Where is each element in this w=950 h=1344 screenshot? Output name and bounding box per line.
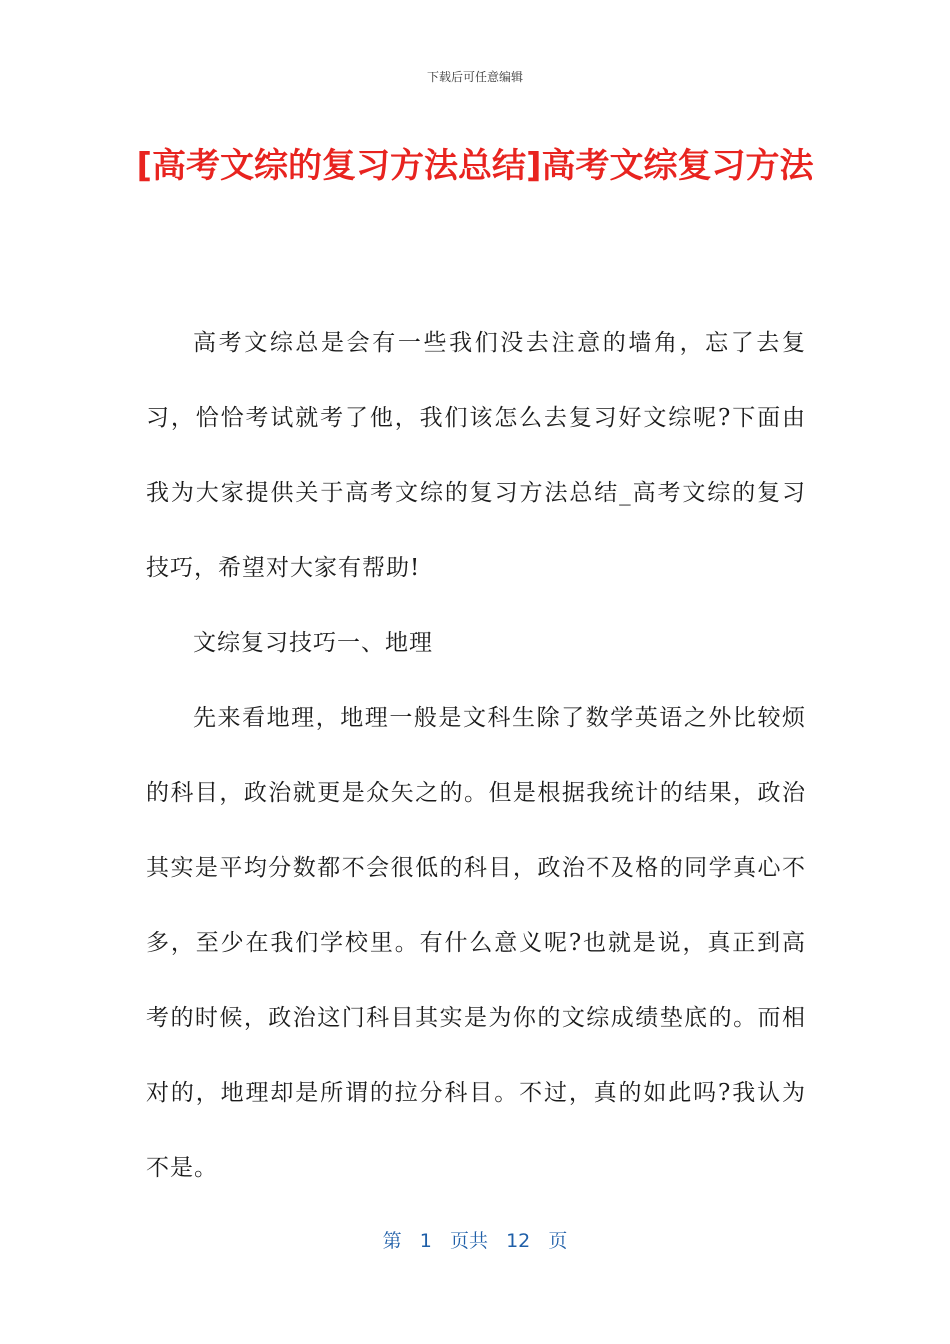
footer-prefix: 第: [382, 1230, 402, 1252]
section-heading-geography: 文综复习技巧一、地理: [193, 630, 433, 656]
footer-suffix: 页: [548, 1230, 568, 1252]
header-note: 下载后可任意编辑: [426, 70, 523, 84]
body-text: [146, 306, 806, 1206]
document-title: [高考文综的复习方法总结]高考文综复习方法: [136, 146, 814, 186]
page-footer: [0, 1226, 950, 1253]
intro-paragraph: 高考文综总是会有一些我们没去注意的墙角，忘了去复习，恰恰考试就考了他，我们该怎么去复习好文综呢?下面由我为大家提供关于高考文综的复习方法总结_高考文综的复习技巧，希望对大家有帮助!: [146, 330, 806, 581]
geography-paragraph: 先来看地理，地理一般是文科生除了数学英语之外比较烦的科目，政治就更是众矢之的。但是根据我统计的结果，政治其实是平均分数都不会很低的科目，政治不及格的同学真心不多，至少在我们学校里。有什么意义呢?也就是说，真正到高考的时候，政治这门科目其实是为你的文综成绩垫底的。而相对的，地理却是所谓的拉分科目。不过，真的如此吗?我认为不是。: [146, 705, 806, 1181]
footer-current-page: 1: [419, 1230, 432, 1252]
footer-middle: 页共: [449, 1230, 488, 1252]
footer-total-pages: 12: [506, 1230, 531, 1252]
